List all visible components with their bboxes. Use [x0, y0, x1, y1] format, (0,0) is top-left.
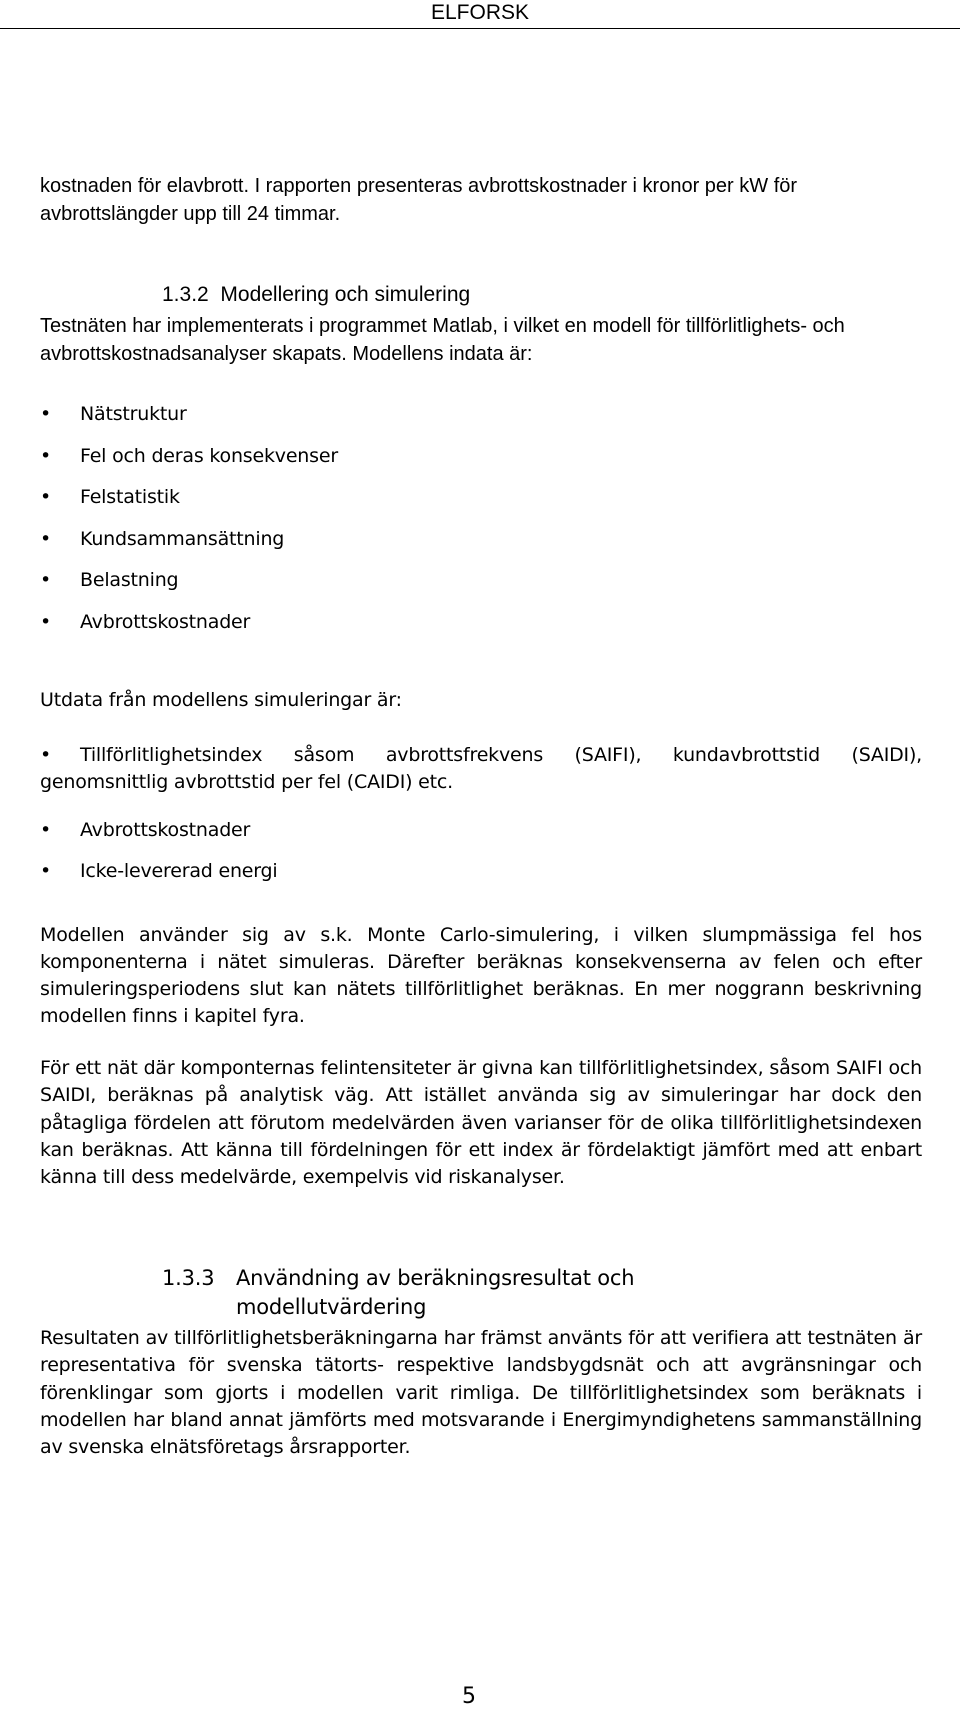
- intro-paragraph: kostnaden för elavbrott. I rapporten presenteras avbrottskostnader i kronor per kW för avbrottslängder upp till 24 timmar.: [40, 175, 798, 225]
- section-number: 1.3.2: [162, 283, 209, 306]
- list-item: • Avbrottskostnader: [40, 602, 922, 644]
- section-heading-1-3-3: [162, 1264, 762, 1322]
- header-title: ELFORSK: [430, 1, 530, 24]
- list-item: • Tillförlitlighetsindex såsom avbrottsfrekvens (SAIFI), kundavbrottstid (SAIDI), genomsnittlig avbrottstid per fel (CAIDI) etc.: [40, 744, 922, 793]
- list-item: • Icke-levererad energi: [40, 851, 922, 892]
- section-paragraph: Testnäten har implementerats i programmet Matlab, i vilket en modell för tillförlitlighets- och avbrottskostnadsanalyser skapats. Modellens indata är:: [40, 315, 845, 365]
- list-item: • Fel och deras konsekvenser: [40, 436, 922, 478]
- bullet-icon: •: [40, 444, 52, 467]
- list-item: • Felstatistik: [40, 477, 922, 519]
- list-item: • Belastning: [40, 560, 922, 602]
- section-title: Modellering och simulering: [220, 283, 471, 306]
- body-paragraph: Resultaten av tillförlitlighetsberäkningarna har främst använts för att verifiera att testnäten är representativa för svenska tätorts- respektive landsbygdsnät och att avgränsningar och förenklingar som gjorts i modellen varit rimliga. De tillförlitlighetsindex som beräknats i modellen har bland annat jämförts med motsvarande i Energimyndighetens sammanställning av svenska elnätsföretags årsrapporter.: [40, 1327, 922, 1459]
- output-list: [40, 742, 922, 892]
- bullet-icon: •: [40, 486, 52, 508]
- bullet-icon: •: [40, 527, 52, 550]
- bullet-icon: •: [40, 860, 52, 882]
- section-heading-1-3-2: [162, 280, 862, 310]
- bullet-icon: •: [40, 403, 52, 425]
- list-item: • Avbrottskostnader: [40, 810, 922, 851]
- body-paragraph: För ett nät där komponternas felintensiteter är givna kan tillförlitlighetsindex, såsom SAIFI och SAIDI, beräknas på analytisk väg. Att istället använda sig av simuleringar har dock den påtagliga fördelen att förutom medelvärden även varianser för de olika tillförlitlighetsindexen kan beräknas. Att känna till fördelningen för ett index är fördelaktigt jämfört med att enbart känna till dess medelvärde, exempelvis vid riskanalyser.: [40, 1057, 922, 1189]
- section-title-line1: Användning av beräkningsresultat och: [236, 1266, 635, 1290]
- page-header: [0, 0, 960, 29]
- section-title-line2: modellutvärdering: [236, 1295, 427, 1319]
- section-number: 1.3.3: [162, 1266, 215, 1290]
- body-paragraph: Modellen använder sig av s.k. Monte Carlo-simulering, i vilken slumpmässiga fel hos komponenterna i nätet simuleras. Därefter beräknas konsekvenserna av felen och efter simuleringsperiodens slut kan nätets tillförlitlighet beräknas. En mer noggrann beskrivning modellen finns i kapitel fyra.: [40, 924, 922, 1027]
- bullet-icon: •: [40, 610, 52, 633]
- list-item: • Kundsammansättning: [40, 519, 922, 561]
- outputs-intro: Utdata från modellens simuleringar är:: [40, 689, 402, 711]
- page-number: 5: [462, 1684, 476, 1709]
- input-list: [40, 394, 922, 643]
- bullet-icon: •: [40, 819, 52, 841]
- bullet-icon: •: [40, 569, 52, 591]
- bullet-icon: •: [40, 744, 52, 766]
- list-item: • Nätstruktur: [40, 394, 922, 436]
